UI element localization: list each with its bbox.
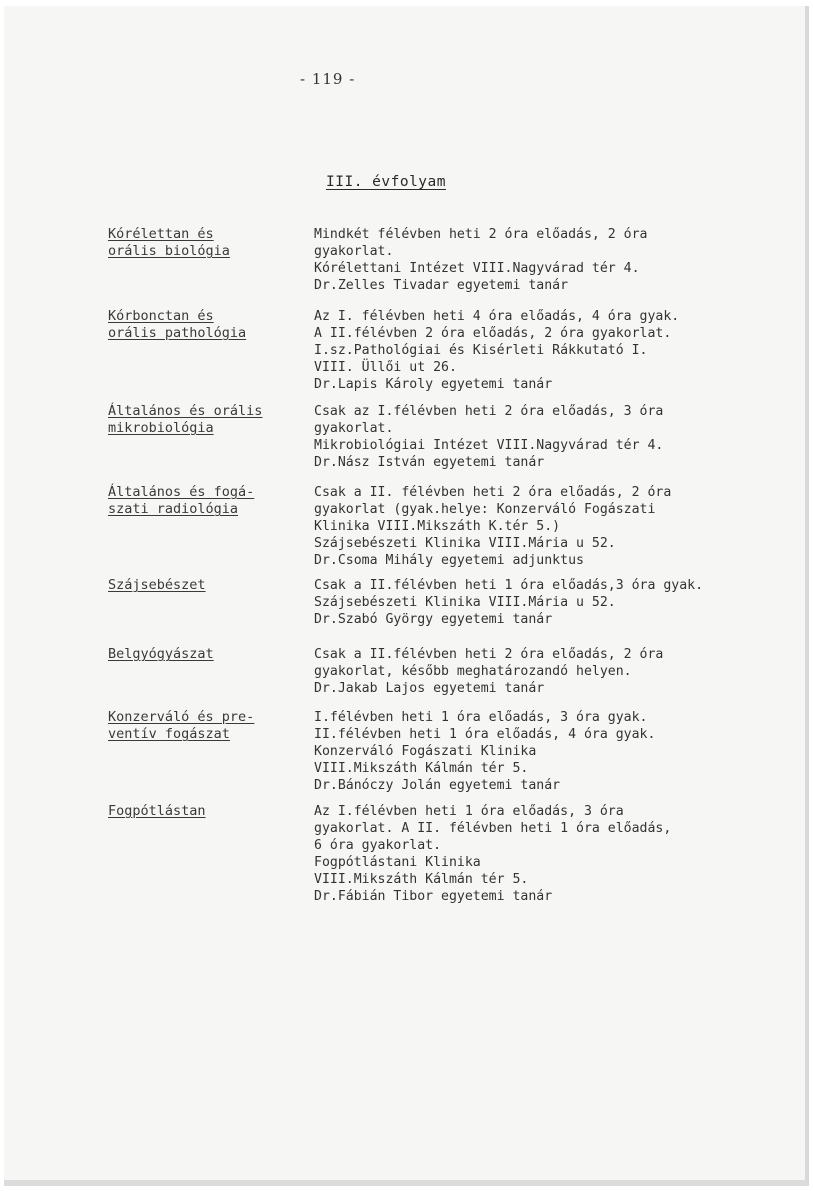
subject-line: Általános és fogá- xyxy=(108,484,255,500)
subject-line: Belgyógyászat xyxy=(108,646,214,662)
course-details xyxy=(314,484,804,569)
course-subject xyxy=(108,403,308,437)
course-details xyxy=(314,709,804,794)
course-details xyxy=(314,646,804,697)
detail-line: Csak az I.félévben heti 2 óra előadás, 3 óra xyxy=(314,404,664,419)
detail-line: Fogpótlástani Klinika xyxy=(314,855,481,870)
page-heading: III. évfolyam xyxy=(326,174,446,190)
subject-line: Kórélettan és xyxy=(108,226,214,242)
subject-line: orális pathológia xyxy=(108,325,247,341)
course-details xyxy=(314,226,804,294)
detail-line: gyakorlat (gyak.helye: Konzerváló Fogászati xyxy=(314,502,656,517)
subject-line: Konzerváló és pre- xyxy=(108,709,255,725)
subject-line: mikrobiológia xyxy=(108,420,214,436)
page-number: - 119 - xyxy=(300,70,356,88)
course-details xyxy=(314,577,804,628)
detail-line: Dr.Szabó György egyetemi tanár xyxy=(314,612,553,627)
course-subject xyxy=(108,709,308,743)
detail-line: Dr.Bánóczy Jolán egyetemi tanár xyxy=(314,778,561,793)
detail-line: VIII.Mikszáth Kálmán tér 5. xyxy=(314,872,529,887)
detail-line: Dr.Nász István egyetemi tanár xyxy=(314,455,545,470)
course-subject xyxy=(108,803,308,820)
detail-line: Csak a II.félévben heti 2 óra előadás, 2 óra xyxy=(314,647,664,662)
detail-line: Konzerváló Fogászati Klinika xyxy=(314,744,537,759)
subject-line: Általános és orális xyxy=(108,403,263,419)
course-subject xyxy=(108,484,308,518)
subject-line: Kórbonctan és xyxy=(108,308,214,324)
course-details xyxy=(314,403,804,471)
detail-line: Mikrobiológiai Intézet VIII.Nagyvárad tér 4. xyxy=(314,438,664,453)
course-details xyxy=(314,308,804,393)
detail-line: gyakorlat. xyxy=(314,244,394,259)
course-subject xyxy=(108,577,308,594)
course-details xyxy=(314,803,804,905)
detail-line: 6 óra gyakorlat. xyxy=(314,838,442,853)
detail-line: Szájsebészeti Klinika VIII.Mária u 52. xyxy=(314,595,616,610)
detail-line: Dr.Jakab Lajos egyetemi tanár xyxy=(314,681,545,696)
detail-line: Dr.Zelles Tivadar egyetemi tanár xyxy=(314,278,569,293)
detail-line: gyakorlat, később meghatározandó helyen. xyxy=(314,664,632,679)
detail-line: VIII. Üllői ut 26. xyxy=(314,360,457,375)
detail-line: Dr.Fábián Tibor egyetemi tanár xyxy=(314,889,553,904)
subject-line: Fogpótlástan xyxy=(108,803,206,819)
detail-line: I.félévben heti 1 óra előadás, 3 óra gyak. xyxy=(314,710,648,725)
course-subject xyxy=(108,308,308,342)
detail-line: Kórélettani Intézet VIII.Nagyvárad tér 4. xyxy=(314,261,640,276)
detail-line: Dr.Csoma Mihály egyetemi adjunktus xyxy=(314,553,584,568)
course-subject xyxy=(108,226,308,260)
subject-line: szati radiológia xyxy=(108,501,239,517)
detail-line: VIII.Mikszáth Kálmán tér 5. xyxy=(314,761,529,776)
detail-line: Klinika VIII.Mikszáth K.tér 5.) xyxy=(314,519,561,534)
detail-line: gyakorlat. A II. félévben heti 1 óra előadás, xyxy=(314,821,672,836)
detail-line: Mindkét félévben heti 2 óra előadás, 2 óra xyxy=(314,227,648,242)
detail-line: gyakorlat. xyxy=(314,421,394,436)
detail-line: Csak a II. félévben heti 2 óra előadás, 2 óra xyxy=(314,485,672,500)
detail-line: Dr.Lapis Károly egyetemi tanár xyxy=(314,377,553,392)
course-subject xyxy=(108,646,308,663)
detail-line: I.sz.Pathológiai és Kisérleti Rákkutató I. xyxy=(314,343,648,358)
detail-line: Az I.félévben heti 1 óra előadás, 3 óra xyxy=(314,804,624,819)
document-page xyxy=(4,6,809,1186)
detail-line: Az I. félévben heti 4 óra előadás, 4 óra gyak. xyxy=(314,309,680,324)
subject-line: orális biológia xyxy=(108,243,230,259)
subject-line: Szájsebészet xyxy=(108,577,206,593)
detail-line: A II.félévben 2 óra előadás, 2 óra gyakorlat. xyxy=(314,326,672,341)
detail-line: II.félévben heti 1 óra előadás, 4 óra gyak. xyxy=(314,727,656,742)
detail-line: Szájsebészeti Klinika VIII.Mária u 52. xyxy=(314,536,616,551)
detail-line: Csak a II.félévben heti 1 óra előadás,3 óra gyak. xyxy=(314,578,704,593)
subject-line: ventív fogászat xyxy=(108,726,230,742)
